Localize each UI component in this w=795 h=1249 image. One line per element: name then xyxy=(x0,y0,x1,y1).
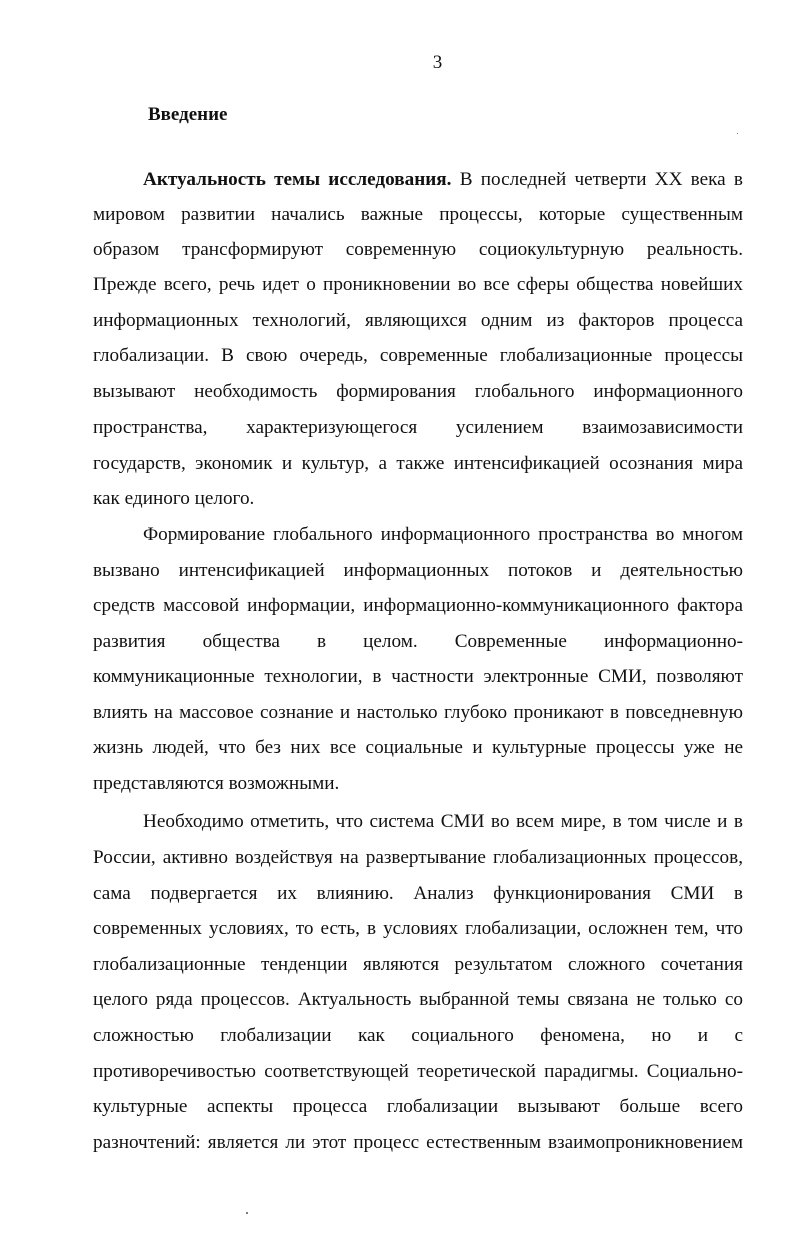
paragraph-1-line-10: как единого целого. xyxy=(93,488,255,509)
paragraph-2-line-4: развития общества в целом. Современные информационно- xyxy=(93,631,743,652)
paragraph-1-line-8: пространства, характеризующегося усилением взаимозависимости xyxy=(93,417,743,438)
paragraph-3-line-6: целого ряда процессов. Актуальность выбранной темы связана не только со xyxy=(93,989,743,1010)
paragraph-3-line-8: противоречивостью соответствующей теоретической парадигмы. Социально- xyxy=(93,1061,743,1082)
paragraph-2-line-8: представляются возможными. xyxy=(93,773,340,794)
paragraph-3-line-9: культурные аспекты процесса глобализации вызывают больше всего xyxy=(93,1096,743,1117)
paragraph-1-line-6: глобализации. В свою очередь, современные глобализационные процессы xyxy=(93,345,743,366)
paragraph-2-line-2: вызвано интенсификацией информационных потоков и деятельностью xyxy=(93,560,743,581)
paragraph-3-line-4: современных условиях, то есть, в условиях глобализации, осложнен тем, что xyxy=(93,918,743,939)
paragraph-1-line-1 xyxy=(143,168,743,194)
paragraph-3-line-2: России, активно воздействуя на развертывание глобализационных процессов, xyxy=(93,847,743,868)
paragraph-1-line-3: образом трансформируют современную социокультурную реальность. xyxy=(93,239,743,260)
page-number: 3 xyxy=(432,52,443,73)
paragraph-2-line-5: коммуникационные технологии, в частности электронные СМИ, позволяют xyxy=(93,666,743,687)
paragraph-1-line-4: Прежде всего, речь идет о проникновении во все сферы общества новейших xyxy=(93,274,743,295)
paragraph-2-line-6: влиять на массовое сознание и настолько глубоко проникают в повседневную xyxy=(93,702,743,723)
paragraph-2-line-7: жизнь людей, что без них все социальные и культурные процессы уже не xyxy=(93,737,743,758)
paragraph-1-line-5: информационных технологий, являющихся одним из факторов процесса xyxy=(93,310,743,331)
paragraph-1-line-7: вызывают необходимость формирования глобального информационного xyxy=(93,381,743,402)
paragraph-2-line-1: Формирование глобального информационного пространства во многом xyxy=(143,524,743,545)
paragraph-2-line-3: средств массовой информации, информационно-коммуникационного фактора xyxy=(93,595,743,616)
scan-speck xyxy=(246,1212,248,1214)
paragraph-1-line-2: мировом развитии начались важные процессы, которые существенным xyxy=(93,204,743,225)
paragraph-3-line-3: сама подвергается их влиянию. Анализ функционирования СМИ в xyxy=(93,883,743,904)
paragraph-1-line-1-text: В последней четверти XX века в xyxy=(451,169,743,190)
paragraph-3-line-7: сложностью глобализации как социального феномена, но и с xyxy=(93,1025,743,1046)
paragraph-3-line-10: разночтений: является ли этот процесс естественным взаимопроникновением xyxy=(93,1132,743,1153)
paragraph-3-line-5: глобализационные тенденции являются результатом сложного сочетания xyxy=(93,954,743,975)
paragraph-3-line-1: Необходимо отметить, что система СМИ во всем мире, в том числе и в xyxy=(143,811,743,832)
section-heading: Введение xyxy=(148,104,228,125)
scan-speck xyxy=(737,133,738,134)
relevance-lead: Актуальность темы исследования. xyxy=(143,169,452,190)
paragraph-1-line-9: государств, экономик и культур, а также интенсификацией осознания мира xyxy=(93,453,743,474)
